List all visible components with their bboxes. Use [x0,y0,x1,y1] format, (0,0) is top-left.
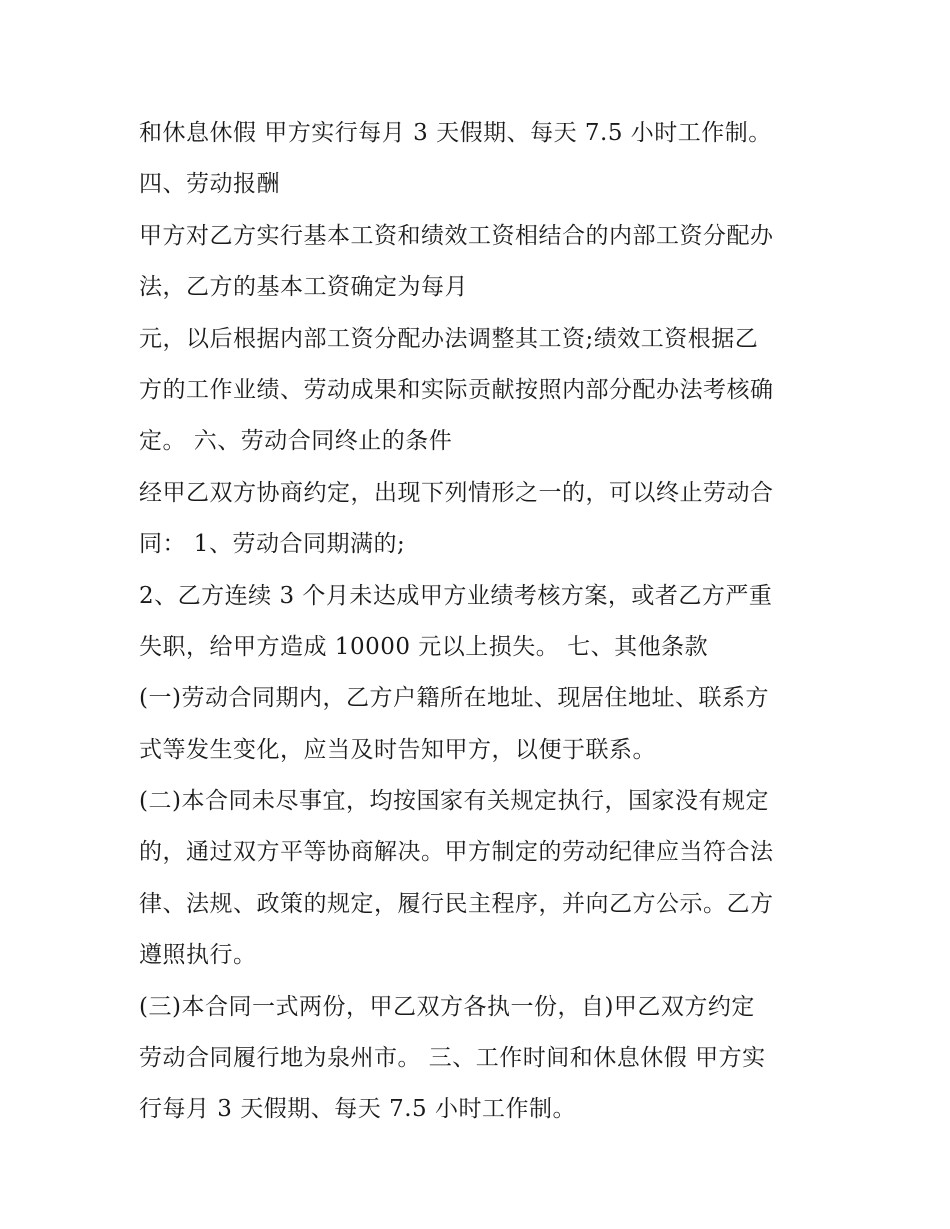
text-line: 同： 1、劳动合同期满的; [139,531,406,558]
text-line: 元，以后根据内部工资分配办法调整其工资;绩效工资根据乙 [139,325,759,352]
text-line: 行每月 3 天假期、每天 7.5 小时工作制。 [139,1096,576,1123]
text-line: 定。 六、劳动合同终止的条件 [139,428,453,455]
text-line: 法，乙方的基本工资确定为每月 [139,274,468,301]
section-heading: 四、劳动报酬 [139,171,280,198]
text-line: 律、法规、政策的规定，履行民主程序，并向乙方公示。乙方 [139,890,774,917]
text-line: (三)本合同一式两份，甲乙双方各执一份，自)甲乙双方约定 [139,993,755,1020]
text-line: 2、乙方连续 3 个月未达成甲方业绩考核方案，或者乙方严重 [139,582,773,609]
text-line: 遵照执行。 [139,942,257,969]
text-line: 经甲乙双方协商约定，出现下列情形之一的，可以终止劳动合 [139,479,774,506]
text-line: 方的工作业绩、劳动成果和实际贡献按照内部分配办法考核确 [139,376,774,403]
text-line: (二)本合同未尽事宜，均按国家有关规定执行，国家没有规定 [139,788,769,815]
contract-text-body [139,108,829,1136]
text-line: 式等发生变化，应当及时告知甲方，以便于联系。 [139,736,656,763]
text-line: 的，通过双方平等协商解决。甲方制定的劳动纪律应当符合法 [139,839,774,866]
text-line: 和休息休假 甲方实行每月 3 天假期、每天 7.5 小时工作制。 [139,120,772,146]
text-line: 甲方对乙方实行基本工资和绩效工资相结合的内部工资分配办 [139,222,774,249]
text-line: 失职，给甲方造成 10000 元以上损失。 七、其他条款 [139,633,709,660]
text-line: (一)劳动合同期内，乙方户籍所在地址、现居住地址、联系方 [139,685,769,712]
text-line: 劳动合同履行地为泉州市。 三、工作时间和休息休假 甲方实 [139,1045,766,1072]
